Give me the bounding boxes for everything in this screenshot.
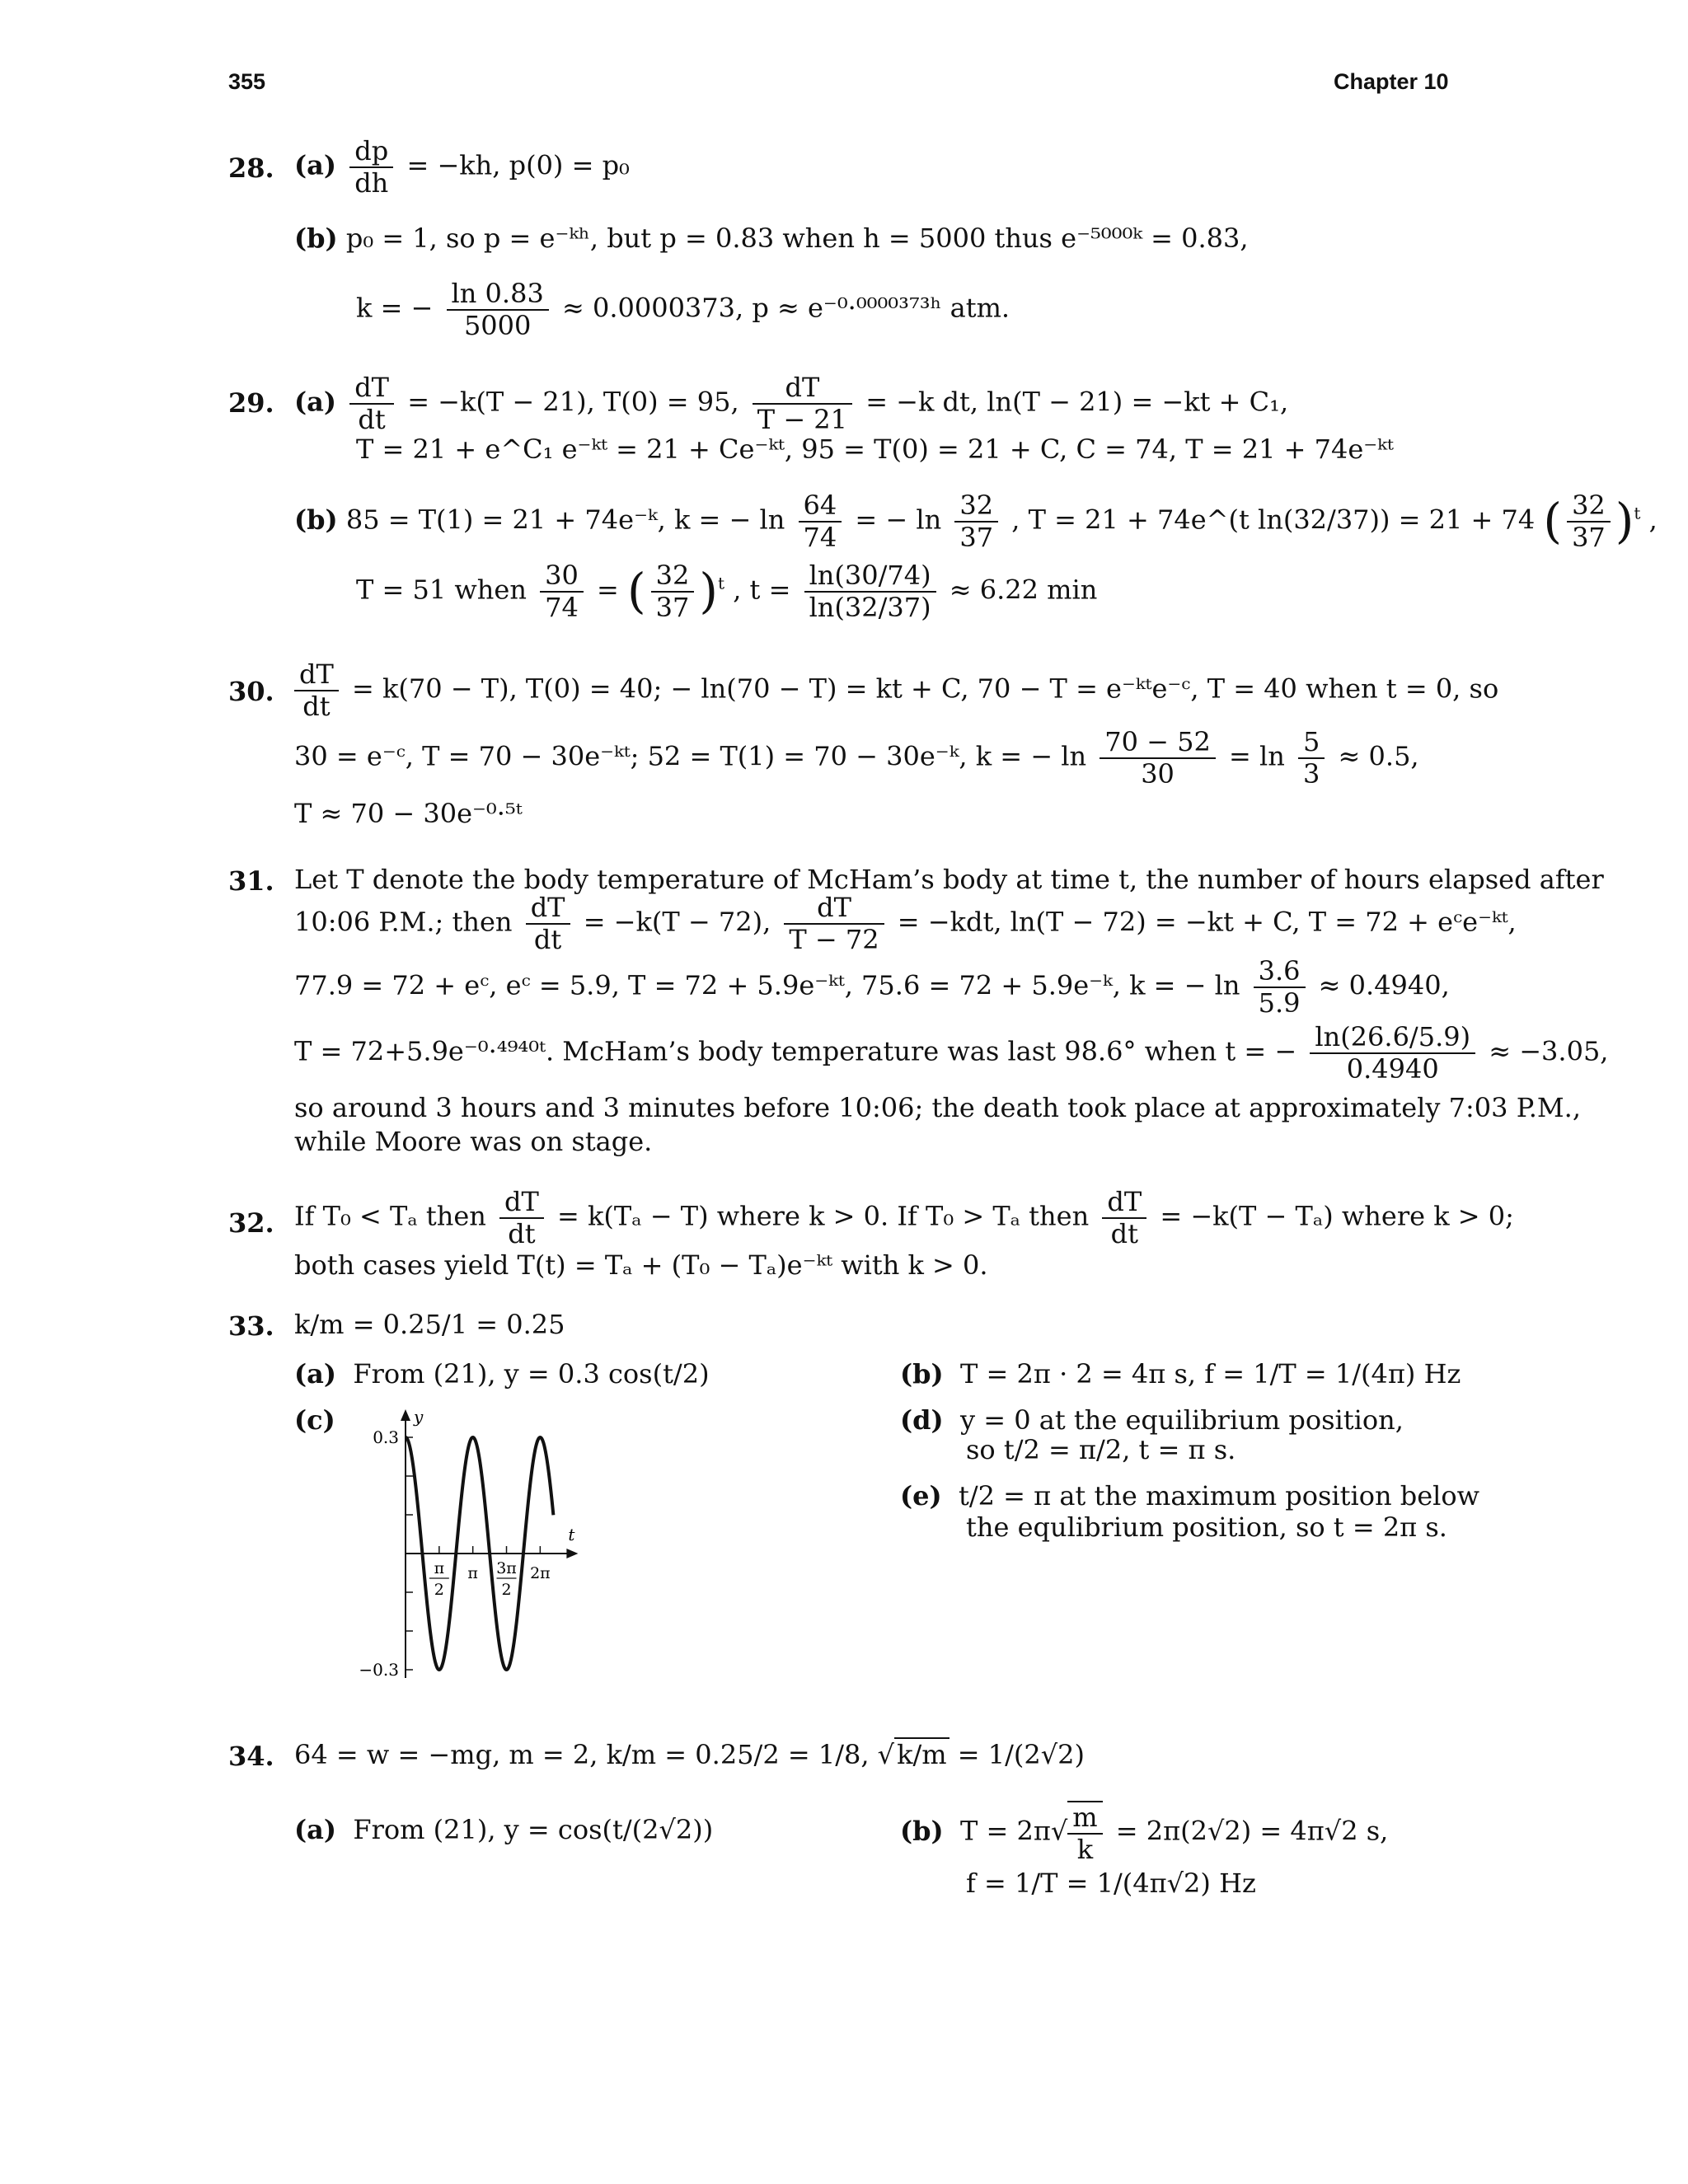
fraction: $\frac{dT}{T - 21}$ [753,373,852,435]
problem-33e-line2: the equlibrium position, so t = 2π s. [966,1511,1447,1543]
y-axis-label: y [414,1407,424,1427]
fraction: $\frac{64}{74}$ [799,490,842,553]
part-label: (b) [900,1358,944,1390]
problem-34b-line2: f = 1/T = 1/(4π√2) Hz [966,1868,1256,1899]
fraction: $\frac{dT}{dt}$ [499,1187,544,1249]
part-label: (a) [294,149,337,181]
fraction: $\frac{\ln(30/74)}{\ln(32/37)}$ [804,560,936,623]
fraction: $\frac{32}{37}$ [954,490,998,553]
problem-34b: (b) T = 2π√ $\frac{m}{k}$ = 2π(2√2) = 4π√2 s, [900,1802,1389,1865]
problem-29b: (b) 85 = T(1) = 21 + 74e⁻ᵏ, k = − ln $\frac{64}{74}$ = − ln $\frac{32}{37}$ , T = 21 + 74e^(t ln(32/37)) = 21 + 74 ( $\frac{32}{37}$ )$^t$ , [294,490,1658,553]
fraction: $\frac{30}{74}$ [540,560,584,623]
problem-33e: (e) t/2 = π at the maximum position below [900,1480,1480,1511]
part-label: (a) [294,1358,337,1390]
fraction: $\frac{\ln(26.6/5.9)}{0.4940}$ [1310,1022,1475,1085]
x-tick-label: 2 [501,1581,512,1599]
part-label: (e) [900,1480,942,1511]
problem-31-line1: Let T denote the body temperature of McHam’s body at time t, the number of hours elapsed after [294,864,1604,895]
problem-33-intro: k/m = 0.25/1 = 0.25 [294,1309,565,1340]
problem-28a [294,136,630,199]
fraction: $\frac{dT}{dt}$ [294,659,339,722]
chapter-title: Chapter 10 [1334,69,1449,94]
problem-29a-line2: T = 21 + e^C₁ e⁻ᵏᵗ = 21 + Ce⁻ᵏᵗ, 95 = T(0) = 21 + C, C = 74, T = 21 + 74e⁻ᵏᵗ [356,434,1394,465]
problem-33a: (a) From (21), y = 0.3 cos(t/2) [294,1358,710,1390]
problem-31-number: 31. [228,865,274,897]
problem-28-number: 28. [228,152,274,184]
problem-34-intro: 64 = w = −mg, m = 2, k/m = 0.25/2 = 1/8, √k/m = 1/(2√2) [294,1739,1085,1770]
part-label: (b) [900,1815,944,1847]
problem-30-line1: $\frac{dT}{dt}$ = k(70 − T), T(0) = 40; − ln(70 − T) = kt + C, 70 − T = e⁻ᵏᵗe⁻ᶜ, T = 40 when t = 0, so [294,659,1498,722]
fraction: $\frac{dT}{dt}$ [1102,1187,1146,1249]
fraction: $\frac{dp}{dh}$ [349,136,393,199]
x-tick-label: π [434,1559,445,1577]
problem-29-number: 29. [228,387,274,419]
problem-34a: (a) From (21), y = cos(t/(2√2)) [294,1814,714,1845]
problem-33d: (d) y = 0 at the equilibrium position, [900,1404,1404,1436]
part-label: (a) [294,386,337,418]
fraction: $\frac{3.6}{5.9}$ [1254,956,1306,1019]
problem-33d-line2: so t/2 = π/2, t = π s. [966,1434,1236,1465]
fraction: $\frac{5}{3}$ [1298,727,1325,790]
page-number: 355 [228,69,266,94]
problem-29b-line2: T = 51 when $\frac{30}{74}$ = ( $\frac{32}{37}$ )$^t$ , t = $\frac{\ln(30/74)}{\ln(32/37)}$ ≈ 6.22 min [356,560,1098,623]
part-label: (d) [900,1404,944,1436]
part-label: (b) [294,504,338,536]
part-label: (c) [294,1404,335,1436]
problem-29a: (a) $\frac{dT}{dt}$ = −k(T − 21), T(0) = 95, $\frac{dT}{T - 21}$ = −k dt, ln(T − 21) = −kt + C₁, [294,372,1289,435]
equation-text: p₀ = 1, so p = e⁻ᵏʰ, but p = 0.83 when h = 5000 thus e⁻⁵⁰⁰⁰ᵏ = 0.83, [345,223,1249,254]
problem-28b-k: k = − $\frac{\ln 0.83}{5000}$ ≈ 0.0000373, p ≈ e⁻⁰·⁰⁰⁰⁰³⁷³ʰ atm. [356,278,1010,341]
problem-31-line4: T = 72+5.9e⁻⁰·⁴⁹⁴⁰ᵗ. McHam’s body temperature was last 98.6° when t = − $\frac{\ln(26.6/5.9)}{0.4940}$ ≈ −3.05, [294,1021,1609,1085]
problem-30-line3: T ≈ 70 − 30e⁻⁰·⁵ᵗ [294,798,523,829]
problem-34-number: 34. [228,1741,274,1772]
part-label: (b) [294,223,338,254]
equation-text: = −kh, p(0) = p₀ [406,149,630,181]
y-axis-arrow [401,1409,410,1421]
y-tick-label: 0.3 [373,1427,399,1447]
problem-31-line6: while Moore was on stage. [294,1126,653,1157]
fraction: $\frac{dT}{dt}$ [526,893,570,955]
x-axis-label: t [568,1525,575,1544]
fraction: $\frac{\ln 0.83}{5000}$ [447,279,549,341]
fraction: $\frac{dT}{T - 72}$ [784,893,884,955]
x-axis-arrow [566,1549,578,1558]
problem-31-line2: 10:06 P.M.; then $\frac{dT}{dt}$ = −k(T − 72), $\frac{dT}{T - 72}$ = −kdt, ln(T − 72) = −kt + C, T = 72 + eᶜe⁻ᵏᵗ, [294,892,1517,955]
problem-32-line2: both cases yield T(t) = Tₐ + (T₀ − Tₐ)e⁻ᵏᵗ with k > 0. [294,1249,988,1281]
problem-31-line3: 77.9 = 72 + eᶜ, eᶜ = 5.9, T = 72 + 5.9e⁻ᵏᵗ, 75.6 = 72 + 5.9e⁻ᵏ, k = − ln $\frac{3.6}{5.9}$ ≈ 0.4940, [294,955,1450,1019]
problem-32-number: 32. [228,1207,274,1239]
fraction: $\frac{32}{37}$ [1567,490,1611,553]
fraction: $\frac{70 - 52}{30}$ [1100,727,1216,790]
fraction: $\frac{m}{k}$ [1067,1801,1102,1865]
x-tick-label: π [467,1564,478,1582]
y-tick-label: −0.3 [359,1660,399,1680]
x-tick-label: 2π [530,1564,551,1582]
fraction: $\frac{32}{37}$ [651,560,695,623]
fraction: $\frac{dT}{dt}$ [349,373,394,435]
cosine-graph [346,1393,676,1690]
x-tick-label: 2 [434,1581,444,1599]
problem-30-line2: 30 = e⁻ᶜ, T = 70 − 30e⁻ᵏᵗ; 52 = T(1) = 70 − 30e⁻ᵏ, k = − ln $\frac{70 - 52}{30}$ = ln $\frac{5}{3}$ ≈ 0.5, [294,726,1419,790]
problem-28b [294,224,1249,253]
problem-33b: (b) T = 2π · 2 = 4π s, f = 1/T = 1/(4π) Hz [900,1358,1461,1390]
problem-32-line1: If T₀ < Tₐ then $\frac{dT}{dt}$ = k(Tₐ − T) where k > 0. If T₀ > Tₐ then $\frac{dT}{dt}$ = −k(T − Tₐ) where k > 0; [294,1186,1514,1249]
problem-30-number: 30. [228,676,274,707]
problem-33-number: 33. [228,1310,274,1342]
problem-33c-label [294,1406,335,1435]
problem-31-line5: so around 3 hours and 3 minutes before 10:06; the death took place at approximately 7:03 P.M., [294,1092,1582,1123]
x-tick-label: 3π [496,1559,517,1577]
part-label: (a) [294,1814,337,1845]
